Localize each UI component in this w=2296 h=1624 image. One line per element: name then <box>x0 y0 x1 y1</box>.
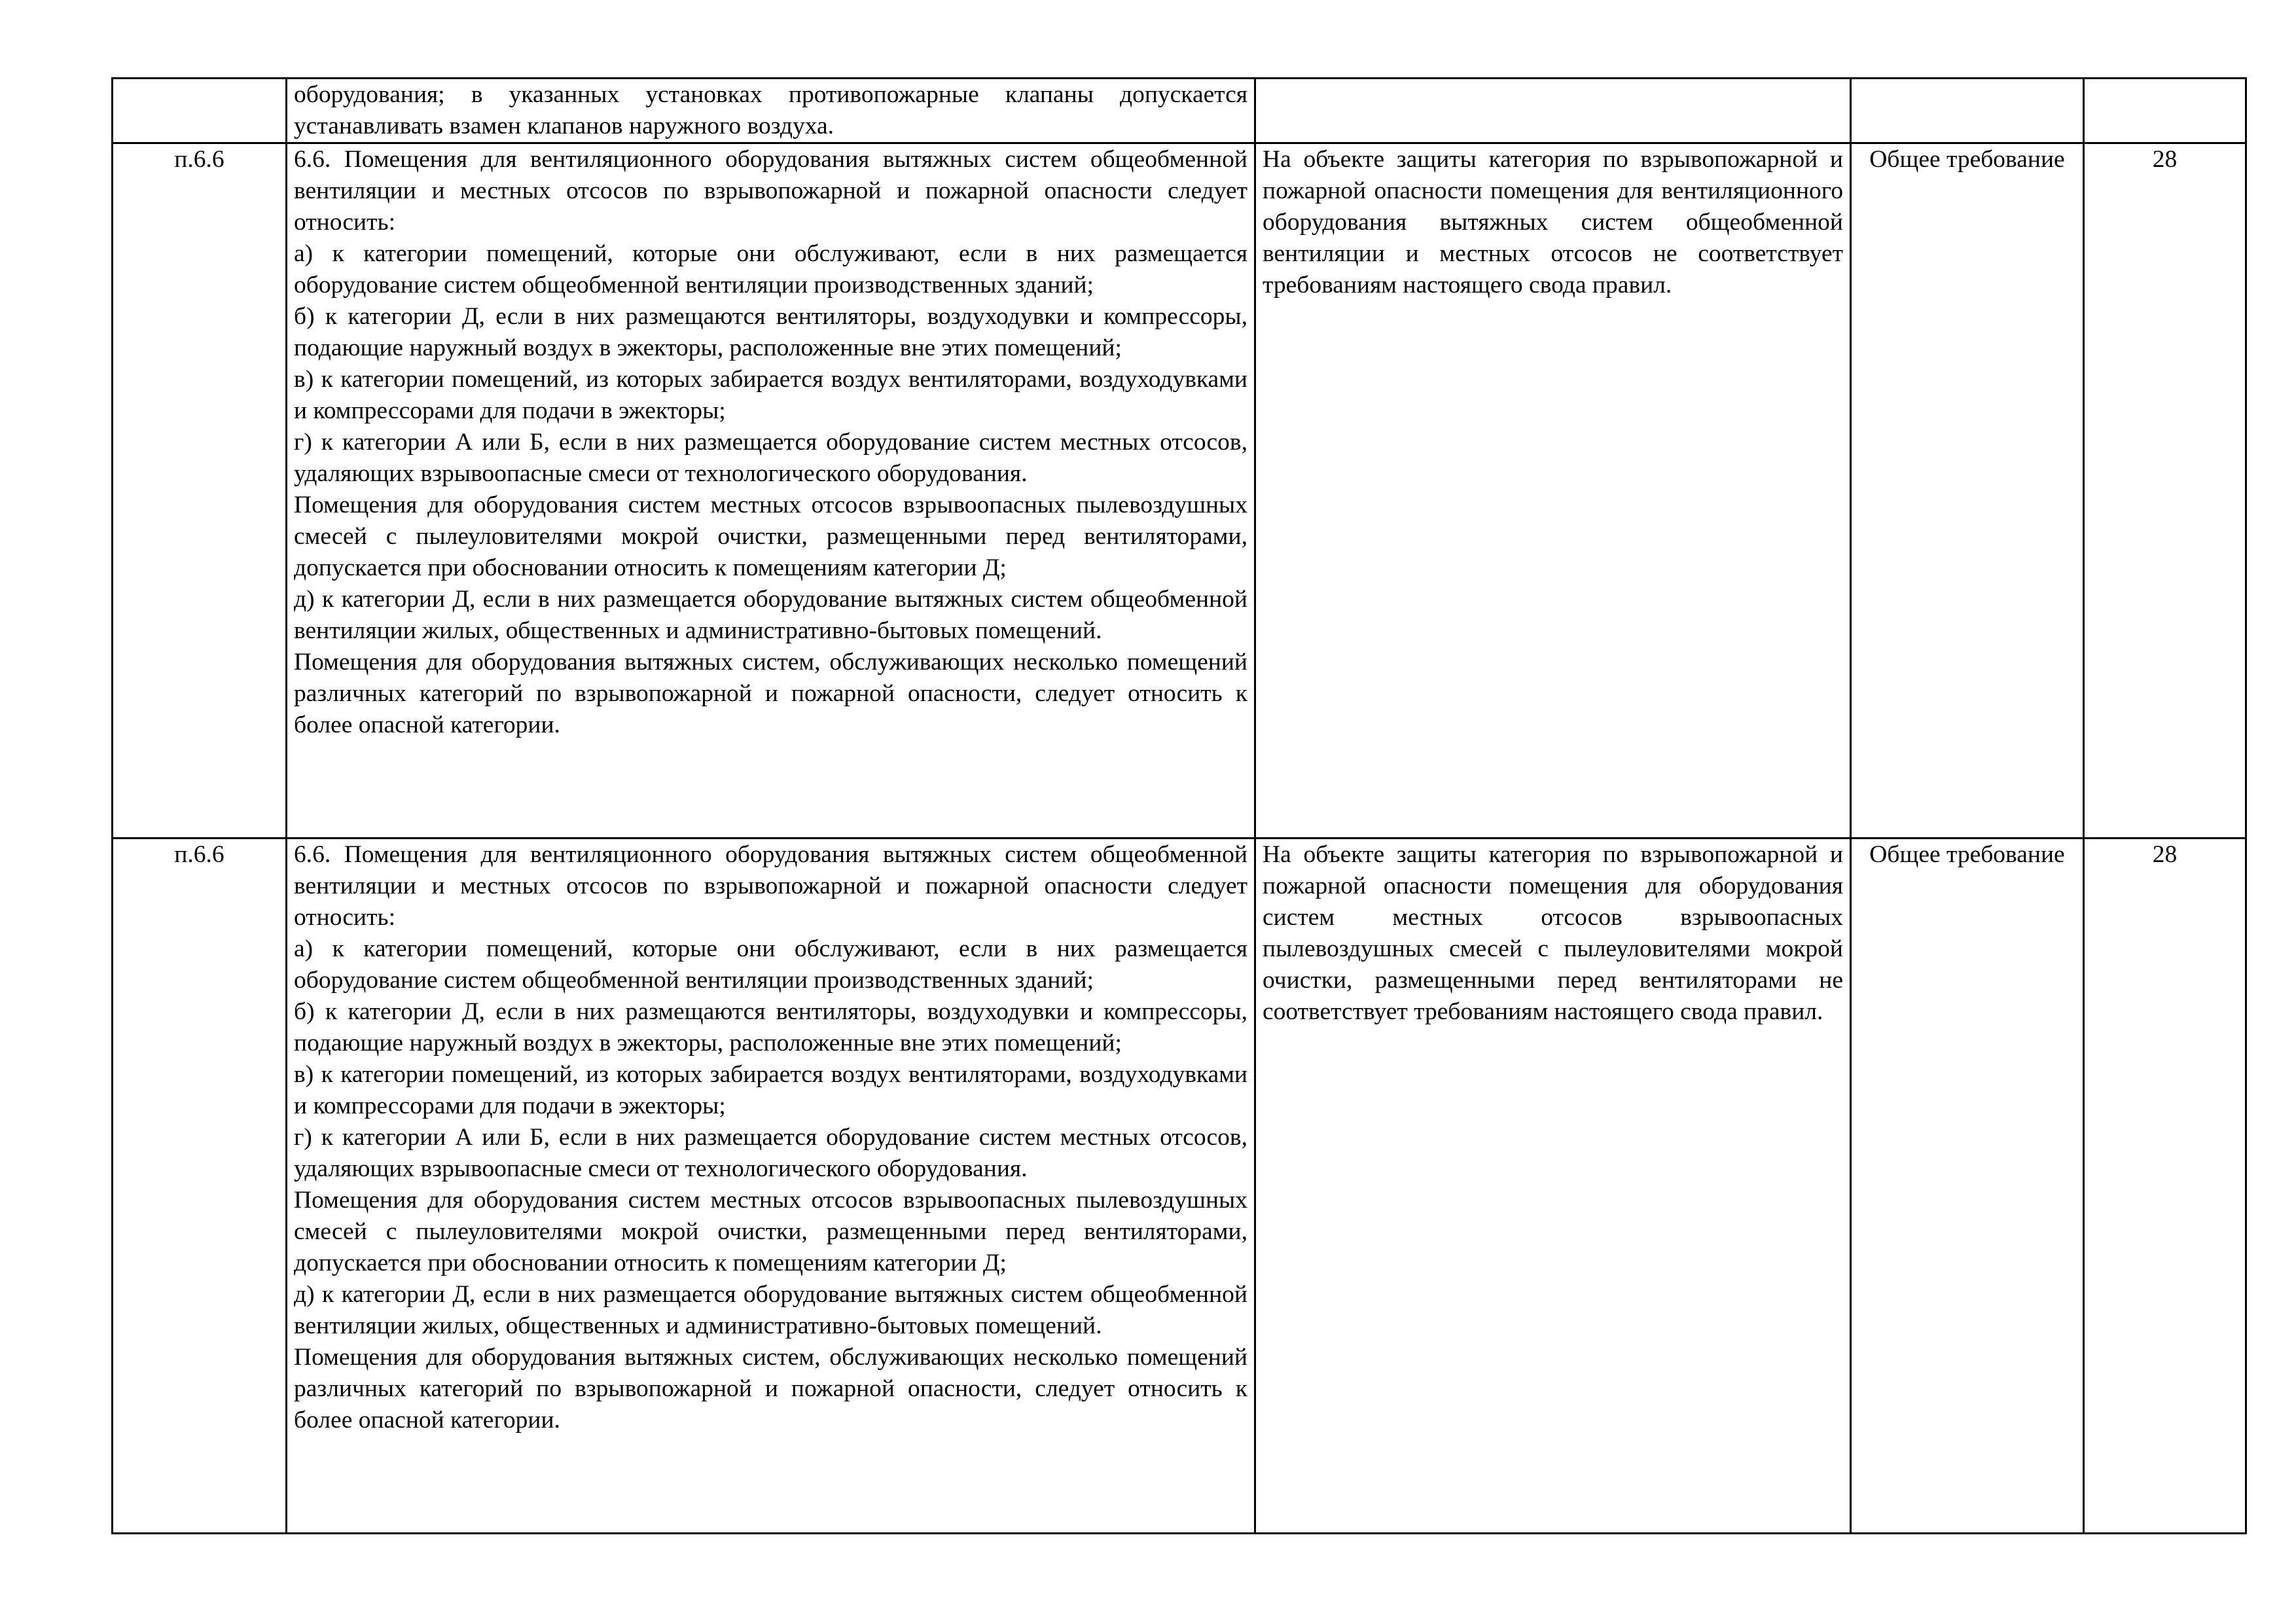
requirements-table <box>111 77 2247 1534</box>
clause-cell: п.6.6 <box>113 143 287 839</box>
requirement-cell <box>287 143 1255 839</box>
requirement-paragraph: г) к категории А или Б, если в них размещается оборудование систем местных отсосов, удаляющих взрывоопасные смеси от технологического оборудования. <box>294 429 1247 487</box>
requirement-paragraph: оборудования; в указанных установках противопожарные клапаны допускается устанавливать взамен клапанов наружного воздуха. <box>294 81 1247 139</box>
requirement-paragraph: 6.6. Помещения для вентиляционного оборудования вытяжных систем общеобменной вентиляции и местных отсосов по взрывопожарной и пожарной опасности следует относить: <box>294 146 1247 236</box>
requirement-paragraph: г) к категории А или Б, если в них размещается оборудование систем местных отсосов, удаляющих взрывоопасные смеси от технологического оборудования. <box>294 1124 1247 1182</box>
requirement-type-cell: Общее требование <box>1851 143 2084 839</box>
table-row <box>113 79 2246 143</box>
requirement-cell <box>287 839 1255 1534</box>
requirement-type-cell: Общее требование <box>1851 839 2084 1534</box>
requirement-paragraph: а) к категории помещений, которые они обслуживают, если в них размещается оборудование систем общеобменной вентиляции производственных зданий; <box>294 240 1247 298</box>
clause-cell: п.6.6 <box>113 839 287 1534</box>
requirement-paragraph: Помещения для оборудования вытяжных систем, обслуживающих несколько помещений различных категорий по взрывопожарной и пожарной опасности, следует относить к более опасной категории. <box>294 1344 1247 1434</box>
table-row <box>113 839 2246 1534</box>
table-row <box>113 143 2246 839</box>
page-reference-cell: 28 <box>2084 839 2246 1534</box>
requirement-paragraph: д) к категории Д, если в них размещается оборудование вытяжных систем общеобменной вентиляции жилых, общественных и административно-бытовых помещений. <box>294 586 1247 644</box>
requirement-paragraph: Помещения для оборудования систем местных отсосов взрывоопасных пылевоздушных смесей с пылеуловителями мокрой очистки, размещенными перед вентиляторами, допускается при обосновании относить к помещениям категории Д; <box>294 1187 1247 1276</box>
requirement-paragraph: в) к категории помещений, из которых забирается воздух вентиляторами, воздуходувками и компрессорами для подачи в эжекторы; <box>294 1061 1247 1119</box>
requirement-type-cell <box>1851 79 2084 143</box>
requirement-paragraph: Помещения для оборудования систем местных отсосов взрывоопасных пылевоздушных смесей с пылеуловителями мокрой очистки, размещенными перед вентиляторами, допускается при обосновании относить к помещениям категории Д; <box>294 492 1247 581</box>
clause-cell <box>113 79 287 143</box>
requirement-paragraph: Помещения для оборудования вытяжных систем, обслуживающих несколько помещений различных категорий по взрывопожарной и пожарной опасности, следует относить к более опасной категории. <box>294 649 1247 738</box>
requirement-paragraph: 6.6. Помещения для вентиляционного оборудования вытяжных систем общеобменной вентиляции и местных отсосов по взрывопожарной и пожарной опасности следует относить: <box>294 841 1247 931</box>
requirement-paragraph: а) к категории помещений, которые они обслуживают, если в них размещается оборудование систем общеобменной вентиляции производственных зданий; <box>294 935 1247 994</box>
page-reference-cell <box>2084 79 2246 143</box>
requirement-cell <box>287 79 1255 143</box>
violation-cell <box>1255 79 1851 143</box>
requirement-paragraph: б) к категории Д, если в них размещаются вентиляторы, воздуходувки и компрессоры, подающие наружный воздух в эжекторы, расположенные вне этих помещений; <box>294 998 1247 1056</box>
violation-cell: На объекте защиты категория по взрывопожарной и пожарной опасности помещения для оборудования систем местных отсосов взрывоопасных пылевоздушных смесей с пылеуловителями мокрой очистки, размещенными перед вентиляторами не соответствует требованиям настоящего свода правил. <box>1255 839 1851 1534</box>
violation-cell: На объекте защиты категория по взрывопожарной и пожарной опасности помещения для вентиляционного оборудования вытяжных систем общеобменной вентиляции и местных отсосов не соответствует требованиям настоящего свода правил. <box>1255 143 1851 839</box>
requirement-paragraph: д) к категории Д, если в них размещается оборудование вытяжных систем общеобменной вентиляции жилых, общественных и административно-бытовых помещений. <box>294 1281 1247 1339</box>
requirement-paragraph: в) к категории помещений, из которых забирается воздух вентиляторами, воздуходувками и компрессорами для подачи в эжекторы; <box>294 366 1247 424</box>
requirement-paragraph: б) к категории Д, если в них размещаются вентиляторы, воздуходувки и компрессоры, подающие наружный воздух в эжекторы, расположенные вне этих помещений; <box>294 303 1247 361</box>
page-reference-cell: 28 <box>2084 143 2246 839</box>
